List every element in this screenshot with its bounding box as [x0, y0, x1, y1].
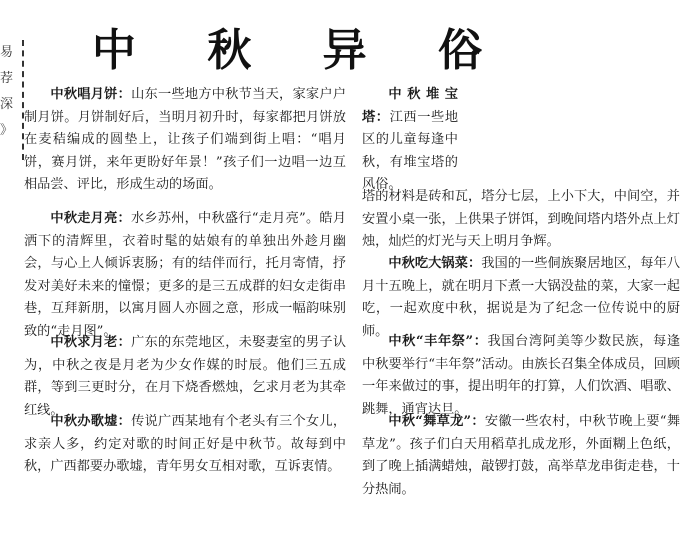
- side-fragment-column: [0, 40, 24, 160]
- section-heading: 中秋唱月饼：: [50, 87, 132, 102]
- section-pray-matchmaker: [24, 332, 346, 422]
- section-body: 山东一些地方中秋节当天，家家户户制月饼。月饼制好后，当明月初升时，每家都把月饼放在麦秸编成的圆垫上，让孩子们端到街上唱：“唱月饼，赛月饼，来年更盼好年景！”孩子们一边唱一边互相品尝、评比，形成生动的场面。: [24, 87, 347, 192]
- section-heading: 中秋“丰年祭”：: [388, 334, 488, 349]
- section-body: 安徽一些农村，中秋节晚上要“舞草龙”。孩子们白天用稻草扎成龙形，外面糊上色纸，到了晚上插满蜡烛，敲锣打鼓，高举草龙串街走巷，十分热闹。: [362, 414, 681, 497]
- side-fragment-char: 易: [0, 45, 14, 60]
- section-body: 我国的一些侗族聚居地区，每年八月十五晚上，就在明月下煮一大锅没盐的菜，大家一起吃，一起欢度中秋，据说是为了纪念一位传说中的厨师。: [362, 256, 681, 339]
- section-song-fair: [24, 411, 346, 479]
- section-big-pot: [362, 253, 680, 343]
- section-heading: 中秋“舞草龙”：: [388, 414, 485, 429]
- section-pagoda-rest: [362, 186, 680, 254]
- section-heading: 中秋走月亮：: [50, 211, 131, 226]
- section-body: 塔的材料是砖和瓦，塔分七层，上小下大，中间空，并安置小桌一张，上供果子饼饵，到晚间塔内塔外点上灯烛，灿烂的灯光与天上明月争辉。: [362, 189, 680, 249]
- section-walk-moon: [24, 208, 346, 343]
- section-harvest-festival: [362, 331, 680, 421]
- section-heading: 中秋办歌墟：: [50, 414, 132, 429]
- section-body: 我国台湾阿美等少数民族，每逢中秋要举行“丰年祭”活动。由族长召集全体成员，回顾一年来做过的事，提出明年的打算，人们饮酒、唱歌、跳舞，通宵达旦。: [362, 334, 681, 417]
- side-fragment-char: 》: [0, 123, 14, 138]
- section-body: 广东的东莞地区，未娶妻室的男子认为，中秋之夜是月老为少女作媒的时辰。他们三五成群，等到三更时分，在月下烧香燃烛，乞求月老为其牵红线。: [24, 335, 347, 418]
- section-body: 传说广西某地有个老头有三个女儿，求亲人多，约定对歌的时间正好是中秋节。故每到中秋，广西都要办歌墟，青年男女互相对歌，互诉衷情。: [24, 414, 347, 474]
- section-heading: 中秋求月老：: [50, 335, 132, 350]
- section-sing-mooncake: [24, 84, 346, 197]
- section-heading: 中秋堆宝塔：: [362, 87, 458, 125]
- illustration-area: [466, 84, 686, 194]
- side-fragment-char: 荐: [0, 71, 14, 86]
- section-body: 水乡苏州，中秋盛行“走月亮”。皓月洒下的清辉里，衣着时髦的姑娘有的单独出外趁月幽会，与心上人倾诉衷肠；有的结伴而行，托月寄情，抒发对美好未来的憧憬；更多的是三五成群的妇女走街串巷，互拜新朋，以寓月圆人亦圆之意，形成一幅韵味别致的“走月图”。: [24, 211, 347, 339]
- article-title: 中 秋 异 俗: [92, 25, 510, 76]
- section-pagoda-narrow: [362, 84, 458, 197]
- section-heading: 中秋吃大锅菜：: [388, 256, 482, 271]
- side-fragment-char: 深: [0, 97, 14, 112]
- section-body: 江西一些地区的儿童每逢中秋，有堆宝塔的风俗。: [362, 109, 459, 192]
- section-straw-dragon: [362, 411, 680, 501]
